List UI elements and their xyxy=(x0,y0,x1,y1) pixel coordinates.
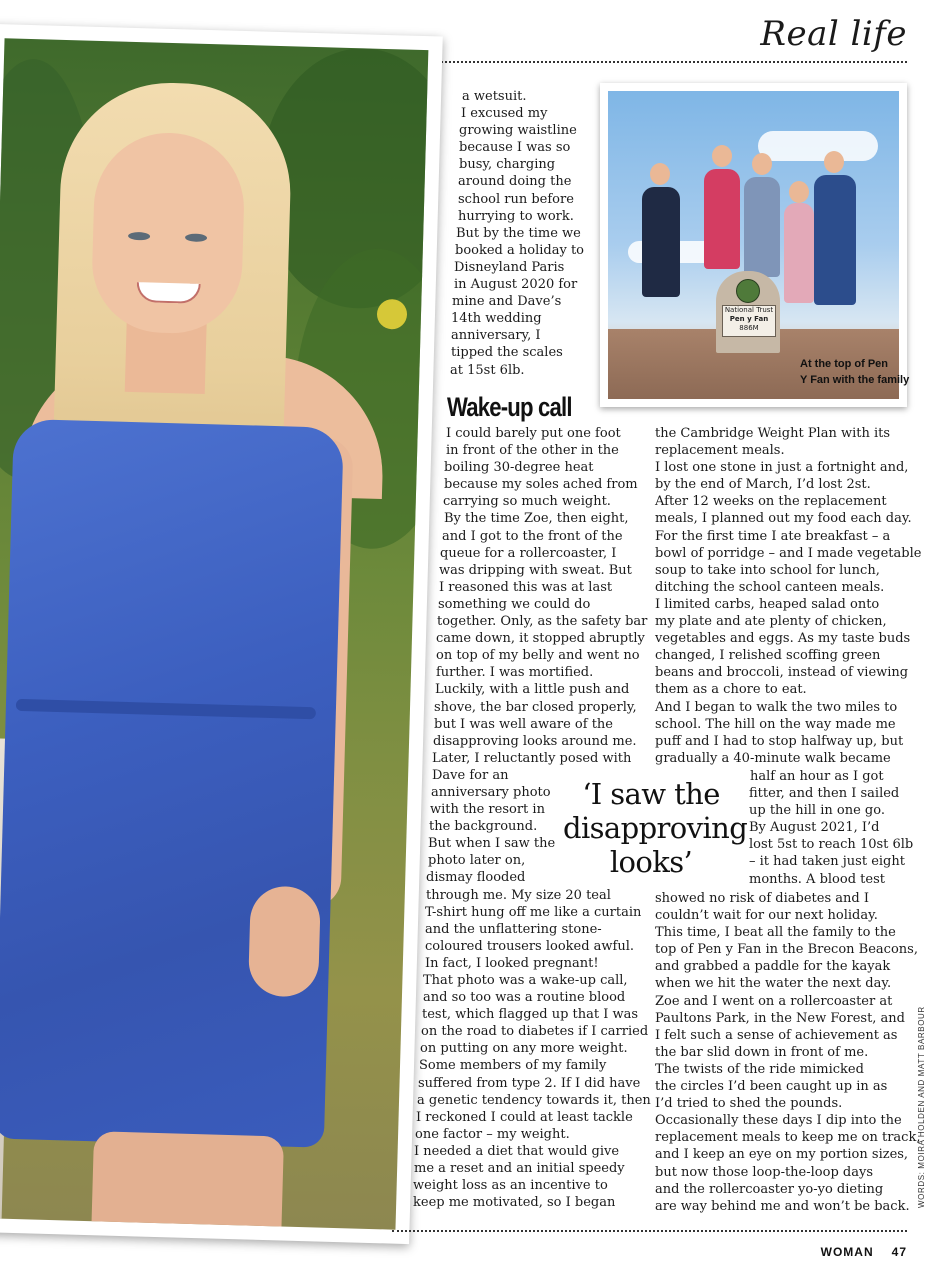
text-line: couldn’t wait for our next holiday. xyxy=(655,908,878,924)
text-line: and the unflattering stone- xyxy=(425,921,602,937)
page-number: 47 xyxy=(891,1245,907,1259)
text-line: further. I was mortified. xyxy=(436,665,594,681)
text-line: I lost one stone in just a fortnight and, xyxy=(655,460,909,476)
text-line: disapproving looks around me. xyxy=(433,733,637,749)
text-line: a wetsuit. xyxy=(462,89,527,104)
body-column-right-top xyxy=(655,425,921,767)
text-line: I needed a diet that would give xyxy=(414,1143,620,1159)
text-line: looks’ xyxy=(609,845,693,879)
text-line: them as a chore to eat. xyxy=(655,682,807,698)
text-line: something we could do xyxy=(438,596,591,612)
inset-photo xyxy=(600,83,910,407)
text-line: and the rollercoaster yo-yo dieting xyxy=(655,1181,884,1197)
bottom-rule xyxy=(392,1230,907,1232)
text-line: months. A blood test xyxy=(749,871,885,887)
text-line: I felt such a sense of achievement as xyxy=(655,1027,898,1043)
text-line: are way behind me and won’t be back. xyxy=(655,1198,910,1214)
text-line: Disneyland Paris xyxy=(454,259,565,275)
legs xyxy=(91,1131,284,1229)
text-line: when we hit the water the next day. xyxy=(655,976,892,992)
text-line: Paultons Park, in the New Forest, and xyxy=(655,1010,906,1026)
text-line: After 12 weeks on the replacement xyxy=(655,494,887,510)
text-line: one factor – my weight. xyxy=(415,1126,570,1142)
text-line: tipped the scales xyxy=(451,345,563,361)
text-line: But when I saw the xyxy=(428,836,556,852)
text-line: boiling 30-degree heat xyxy=(444,460,594,476)
text-line: Occasionally these days I dip into the xyxy=(655,1113,902,1129)
face xyxy=(90,131,246,335)
text-line: I could barely put one foot xyxy=(446,426,621,441)
body-column-top xyxy=(450,88,584,379)
body-column-right-mid xyxy=(750,768,913,888)
text-line: mine and Dave’s xyxy=(452,294,562,310)
text-line: 14th wedding xyxy=(451,311,542,327)
text-line: showed no risk of diabetes and I xyxy=(655,891,869,906)
text-line: but I was well aware of the xyxy=(434,716,613,732)
head xyxy=(712,145,732,167)
text-line: and grabbed a paddle for the kayak xyxy=(655,959,891,975)
text-line: on top of my belly and went no xyxy=(436,648,640,664)
text-line: in front of the other in the xyxy=(446,443,619,459)
text-line: This time, I beat all the family to the xyxy=(655,925,896,941)
text-line: booked a holiday to xyxy=(455,242,584,258)
text-line: the circles I’d been caught up in as xyxy=(655,1079,888,1095)
text-line: – it had taken just eight xyxy=(749,854,905,870)
text-line: on the road to diabetes if I carried xyxy=(421,1024,649,1040)
main-photo xyxy=(0,24,443,1244)
photo-caption: At the top of Pen Y Fan with the family xyxy=(800,358,910,386)
text-line: I excused my xyxy=(461,106,548,122)
inset-photo-image xyxy=(608,91,910,399)
person xyxy=(704,169,740,269)
text-line: bowl of porridge – and I made vegetable xyxy=(655,545,922,561)
cloud xyxy=(758,131,878,161)
text-line: fitter, and then I sailed xyxy=(749,786,900,802)
text-line: ‘I saw the xyxy=(582,777,720,811)
text-line: I limited carbs, heaped salad onto xyxy=(655,596,880,612)
text-line: at 15st 6lb. xyxy=(450,362,525,378)
text-line: gradually a 40-minute walk became xyxy=(655,750,891,766)
text-line: hurrying to work. xyxy=(458,208,574,224)
text-line: busy, charging xyxy=(459,157,556,173)
text-line: was dripping with sweat. But xyxy=(439,562,632,578)
photo-credit: WORDS: MOIRA HOLDEN AND MATT BARBOUR xyxy=(917,1006,926,1208)
text-line: school run before xyxy=(458,191,574,207)
main-photo-image xyxy=(0,38,428,1229)
text-line: top of Pen y Fan in the Brecon Beacons, xyxy=(655,942,918,958)
text-line: by the end of March, I’d lost 2st. xyxy=(655,477,871,493)
text-line: Zoe and I went on a rollercoaster at xyxy=(655,993,893,1009)
footer xyxy=(803,1245,907,1259)
text-line: ditching the school canteen meals. xyxy=(655,579,885,595)
summit-marker xyxy=(716,271,780,353)
text-line: test, which flagged up that I was xyxy=(422,1007,639,1023)
text-line: replacement meals. xyxy=(655,443,785,459)
text-line: I’d tried to shed the pounds. xyxy=(655,1096,843,1112)
person xyxy=(642,187,680,297)
text-line: Some members of my family xyxy=(419,1058,607,1074)
eye xyxy=(185,233,207,242)
text-line: changed, I relished scoffing green xyxy=(655,648,881,664)
section-title: Real life xyxy=(760,14,907,54)
text-line: lost 5st to reach 10st 6lb xyxy=(749,837,914,853)
text-line: Dave for an xyxy=(432,767,509,783)
blue-dress xyxy=(0,419,344,1148)
text-line: with the resort in xyxy=(430,802,545,818)
text-line: anniversary photo xyxy=(431,784,551,800)
text-line: By August 2021, I’d xyxy=(749,820,880,836)
text-line: anniversary, I xyxy=(451,328,541,344)
text-line: and I keep an eye on my portion sizes, xyxy=(655,1147,909,1163)
text-line: up the hill in one go. xyxy=(749,803,885,819)
text-line: photo later on, xyxy=(428,853,526,869)
body-column-right-bottom xyxy=(655,890,920,1215)
text-line: queue for a rollercoaster, I xyxy=(440,545,617,561)
text-line: in August 2020 for xyxy=(454,277,578,293)
pull-quote xyxy=(563,777,748,879)
text-line: together. Only, as the safety bar xyxy=(437,614,648,630)
text-line: because I was so xyxy=(459,140,571,156)
head xyxy=(789,181,809,203)
text-line: and I got to the front of the xyxy=(442,528,623,544)
text-line: and so too was a routine blood xyxy=(423,990,626,1006)
text-line: I reasoned this was at last xyxy=(439,579,613,595)
text-line: on putting on any more weight. xyxy=(420,1041,628,1057)
text-line: T-shirt hung off me like a curtain xyxy=(425,904,642,920)
text-line: suffered from type 2. If I did have xyxy=(418,1075,641,1091)
text-line: That photo was a wake-up call, xyxy=(423,973,628,988)
text-line: a genetic tendency towards it, then xyxy=(417,1092,651,1108)
head xyxy=(752,153,772,175)
subheading: Wake-up call xyxy=(447,392,572,422)
text-line: And I began to walk the two miles to xyxy=(655,699,898,715)
text-line: In fact, I looked pregnant! xyxy=(425,955,599,971)
top-rule xyxy=(436,61,907,63)
text-line: around doing the xyxy=(458,174,572,190)
text-line: growing waistline xyxy=(459,123,577,139)
person xyxy=(784,203,814,303)
text-line: The twists of the ride mimicked xyxy=(655,1061,864,1077)
national-trust-seal xyxy=(736,279,760,303)
text-line: the Cambridge Weight Plan with its xyxy=(655,426,891,441)
text-line: Luckily, with a little push and xyxy=(435,682,630,698)
smile xyxy=(136,282,201,304)
text-line: coloured trousers looked awful. xyxy=(425,938,635,954)
text-line: puff and I had to stop halfway up, but xyxy=(655,733,904,749)
text-line: I reckoned I could at least tackle xyxy=(416,1109,633,1125)
person xyxy=(814,175,856,305)
text-line: the bar slid down in front of me. xyxy=(655,1044,869,1060)
text-line: through me. My size 20 teal xyxy=(426,887,611,903)
text-line: But by the time we xyxy=(456,225,581,241)
text-line: meals, I planned out my food each day. xyxy=(655,511,912,527)
text-line: dismay flooded xyxy=(426,870,526,886)
text-line: keep me motivated, so I began xyxy=(413,1195,616,1211)
text-line: soup to take into school for lunch, xyxy=(655,562,880,578)
text-line: shove, the bar closed properly, xyxy=(434,699,637,715)
text-line: school. The hill on the way made me xyxy=(655,716,896,732)
magazine-name: WOMAN xyxy=(820,1245,874,1259)
text-line: the background. xyxy=(429,819,538,835)
text-line: but now those loop-the-loop days xyxy=(655,1164,873,1180)
text-line: vegetables and eggs. As my taste buds xyxy=(655,631,911,647)
text-line: beans and broccoli, instead of viewing xyxy=(655,665,909,681)
text-line: me a reset and an initial speedy xyxy=(414,1161,625,1177)
person xyxy=(744,177,780,277)
text-line: For the first time I ate breakfast – a xyxy=(655,528,891,544)
text-line: By the time Zoe, then eight, xyxy=(444,511,629,527)
text-line: my plate and ate plenty of chicken, xyxy=(655,614,887,630)
eye xyxy=(128,232,150,241)
text-line: because my soles ached from xyxy=(444,477,638,493)
head xyxy=(824,151,844,173)
text-line: half an hour as I got xyxy=(750,769,884,784)
hand xyxy=(248,886,321,998)
summit-sign: National Trust Pen y Fan 886M xyxy=(722,305,776,337)
text-line: carrying so much weight. xyxy=(443,494,611,510)
text-line: Later, I reluctantly posed with xyxy=(432,750,632,766)
text-line: replacement meals to keep me on track, xyxy=(655,1130,921,1146)
head xyxy=(650,163,670,185)
text-line: came down, it stopped abruptly xyxy=(436,631,645,647)
text-line: disapproving xyxy=(563,811,748,845)
text-line: weight loss as an incentive to xyxy=(413,1178,608,1194)
